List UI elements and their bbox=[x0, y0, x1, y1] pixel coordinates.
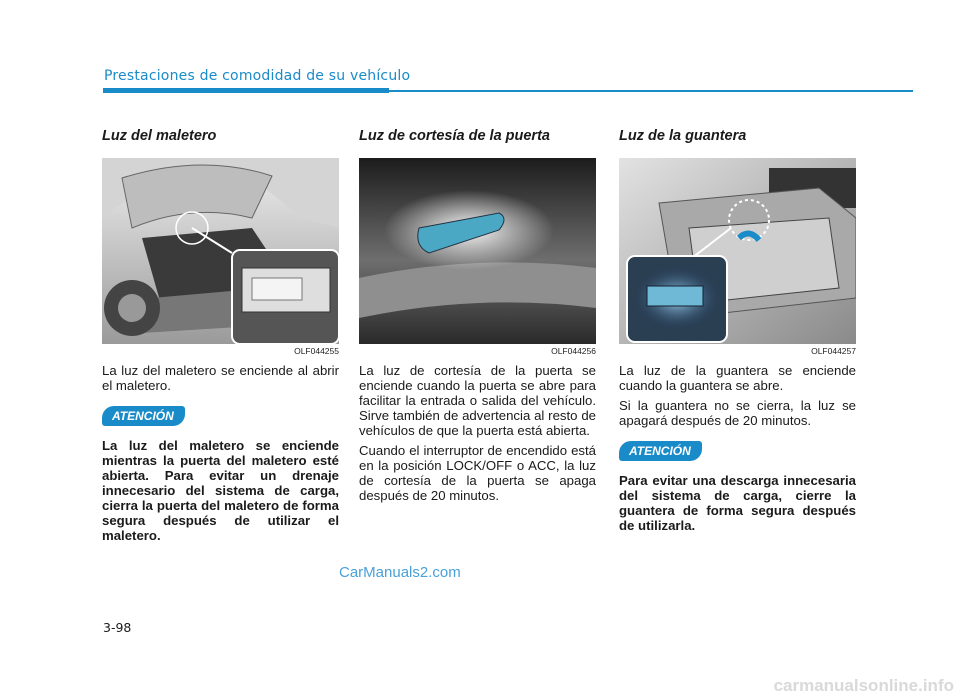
door-courtesy-light-illustration bbox=[359, 158, 596, 344]
section-title: Luz del maletero bbox=[102, 128, 217, 144]
figure-code: OLF044255 bbox=[294, 346, 339, 356]
paragraph: La luz de la guantera se enciende cuando la guantera se abre. bbox=[619, 363, 856, 393]
header-rule-thick bbox=[103, 88, 389, 93]
warning-badge: ATENCIÓN bbox=[619, 441, 702, 461]
warning-badge: ATENCIÓN bbox=[102, 406, 185, 426]
paragraph: Cuando el interruptor de encendido está en la posición LOCK/OFF o ACC, la luz de cortesía de la puerta se apaga después de 20 minutos. bbox=[359, 443, 596, 503]
section-trunk-light bbox=[102, 128, 339, 543]
glove-box-light-illustration bbox=[619, 158, 856, 344]
header-rule-thin bbox=[389, 90, 913, 92]
footer-watermark: carmanualsonline.info bbox=[773, 676, 954, 695]
section-title: Luz de cortesía de la puerta bbox=[359, 128, 550, 144]
warning-text: La luz del maletero se enciende mientras la puerta del maletero esté abierta. Para evitar un drenaje innecesario del sistema de carga, cierra la puerta del maletero de forma segura después de utilizar el maletero. bbox=[102, 438, 339, 543]
warning-text: Para evitar una descarga innecesaria del sistema de carga, cierre la guantera de forma segura después de utilizarla. bbox=[619, 473, 856, 533]
page-section-title: Prestaciones de comodidad de su vehículo bbox=[104, 68, 411, 84]
paragraph: La luz de cortesía de la puerta se enciende cuando la puerta se abre para facilitar la entrada o salida del vehículo. Sirve también de advertencia al resto de vehículos de que la puerta está abierta. bbox=[359, 363, 596, 438]
figure-code: OLF044256 bbox=[551, 346, 596, 356]
watermark-link[interactable]: CarManuals2.com bbox=[339, 564, 461, 581]
page-number: 3-98 bbox=[103, 620, 132, 635]
section-glove-box-light bbox=[619, 128, 856, 533]
section-door-courtesy-light bbox=[359, 128, 596, 503]
paragraph: La luz del maletero se enciende al abrir el maletero. bbox=[102, 363, 339, 393]
section-title: Luz de la guantera bbox=[619, 128, 747, 144]
trunk-light-illustration bbox=[102, 158, 339, 344]
figure-code: OLF044257 bbox=[811, 346, 856, 356]
paragraph: Si la guantera no se cierra, la luz se apagará después de 20 minutos. bbox=[619, 398, 856, 428]
